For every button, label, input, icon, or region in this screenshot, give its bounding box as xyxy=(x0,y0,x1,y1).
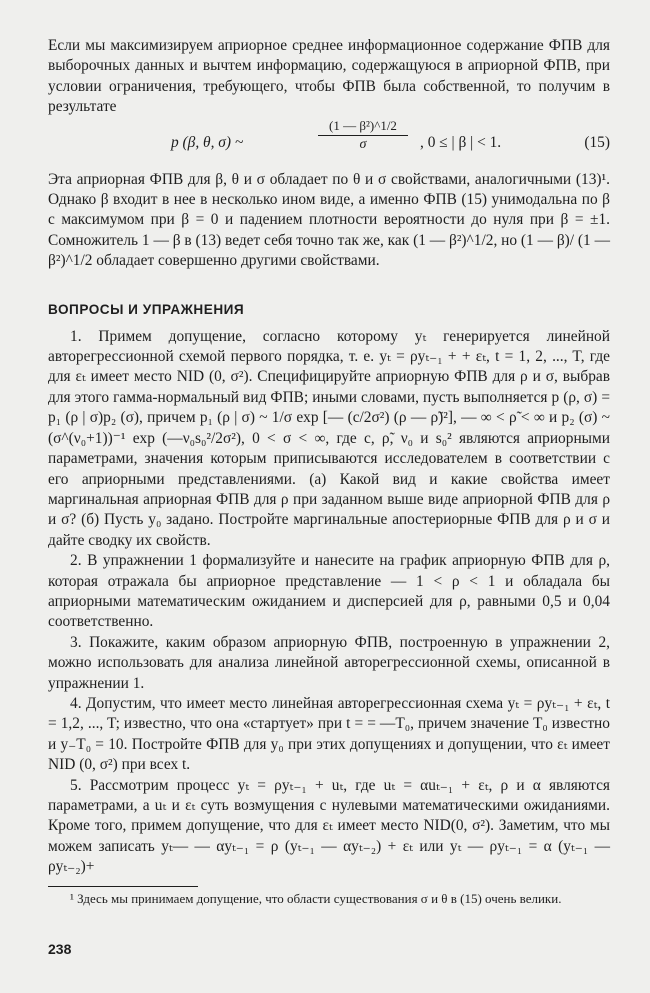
exercise-5: 5. Рассмотрим процесс yₜ = ρyₜ₋₁ + uₜ, где uₜ = αuₜ₋₁ + εₜ, ρ и α являются параметрами, а uₜ и εₜ суть возмущения с нулевыми математическими ожиданиями. Кроме того, примем допущение, что для εₜ имеет место NID(0, σ²). Заметим, что мы можем записать yₜ— — αyₜ₋₁ = ρ (yₜ₋₁ — αyₜ₋₂) + εₜ или yₜ — ρyₜ₋₁ = α (yₜ₋₁ — ρyₜ₋₂)+ xyxy=(48,776,610,876)
intro-paragraph: Если мы максимизируем априорное среднее информационное содержание ФПВ для выборочных данных и вычтем информацию, содержащуюся в априорной ФПВ, при условии ограничения, требующего, чтобы ФПВ была собственной, то получим в результате xyxy=(48,37,610,116)
exercise-1: 1. Примем допущение, согласно которому yₜ генерируется линейной авторегрессионной схемой первого порядка, т. е. yₜ = ρyₜ₋₁ + + εₜ, t = 1, 2, ..., T, где для εₜ имеет место NID (0, σ²). Специфицируйте априорную ФПВ для ρ и σ, выбрав для этого гамма-нормальный вид ФПВ; иными словами, пусть выполняется p (ρ, σ) = p₁ (ρ | σ)p₂ (σ), причем p₁ (ρ | σ) ~ 1/σ exp [— (c/2σ²) (ρ — ρ̃)²], — ∞ < ρ̃ < ∞ и p₂ (σ) ~ (σ^(ν₀+1))⁻¹ exp (—ν₀s₀²/2σ²), 0 < σ < ∞, где c, ρ̃, ν₀ и s₀² являются априорными параметрами, значения которым приписываются исследователем в соответствии с его априорными представлениями. (а) Какой вид и какие свойства имеет маргинальная априорная ФПВ для ρ при заданном выше виде априорной ФПВ для ρ и σ? (б) Пусть y₀ задано. Постройте маргинальные апостериорные ФПВ для ρ и σ и дайте сводку их свойств. xyxy=(48,327,610,549)
paragraph-after-equation: Эта априорная ФПВ для β, θ и σ обладает по θ и σ свойствами, аналогичными (13)¹. Однако β входит в нее в несколько ином виде, а именно ФПВ (15) унимодальна по β с максимумом при β = 0 и падением плотности вероятности до нуля при β = ±1. Сомножитель 1 — β в (13) ведет себя точно так же, как (1 — β²)^1/2, но (1 — β)/ (1 — β²)^1/2 обладает совершенно другими свойствами. xyxy=(48,170,610,270)
equation-condition: , 0 ≤ | β | < 1. xyxy=(420,133,502,151)
exercise-4: 4. Допустим, что имеет место линейная авторегрессионная схема yₜ = ρyₜ₋₁ + εₜ, t = 1,2, ..., T; известно, что она «стартует» при t = = —T₀, причем значение T₀ известно и y₋T₀ = 10. Постройте ФПВ для y₀ при этих допущениях и допущении, что εₜ имеет NID (0, σ²) при всех t. xyxy=(48,694,610,774)
page-body xyxy=(48,36,610,907)
footnote-divider xyxy=(48,886,198,887)
equation-15 xyxy=(48,118,610,170)
equation-denominator: σ xyxy=(359,136,367,152)
footnote: ¹ Здесь мы принимаем допущение, что области существования σ и θ в (15) очень велики. xyxy=(70,890,562,906)
section-title: ВОПРОСЫ И УПРАЖНЕНИЯ xyxy=(48,301,245,317)
exercise-2: 2. В упражнении 1 формализуйте и нанесите на график априорную ФПВ для ρ, которая отражала бы априорное представление — 1 < ρ < 1 и обладала бы априорными математическим ожиданием и дисперсией для ρ, равными 0,5 и 0,04 соответственно. xyxy=(48,552,610,631)
page-number: 238 xyxy=(48,941,72,957)
equation-number: (15) xyxy=(584,133,610,151)
exercise-3: 3. Покажите, каким образом априорную ФПВ, построенную в упражнении 2, можно использовать для анализа линейной авторегрессионной схемы, описанной в упражнении 1. xyxy=(48,633,610,692)
equation-lhs: p (β, θ, σ) ~ xyxy=(171,133,244,151)
equation-numerator: (1 — β²)^1/2 xyxy=(318,118,408,136)
equation-fraction xyxy=(318,118,408,153)
